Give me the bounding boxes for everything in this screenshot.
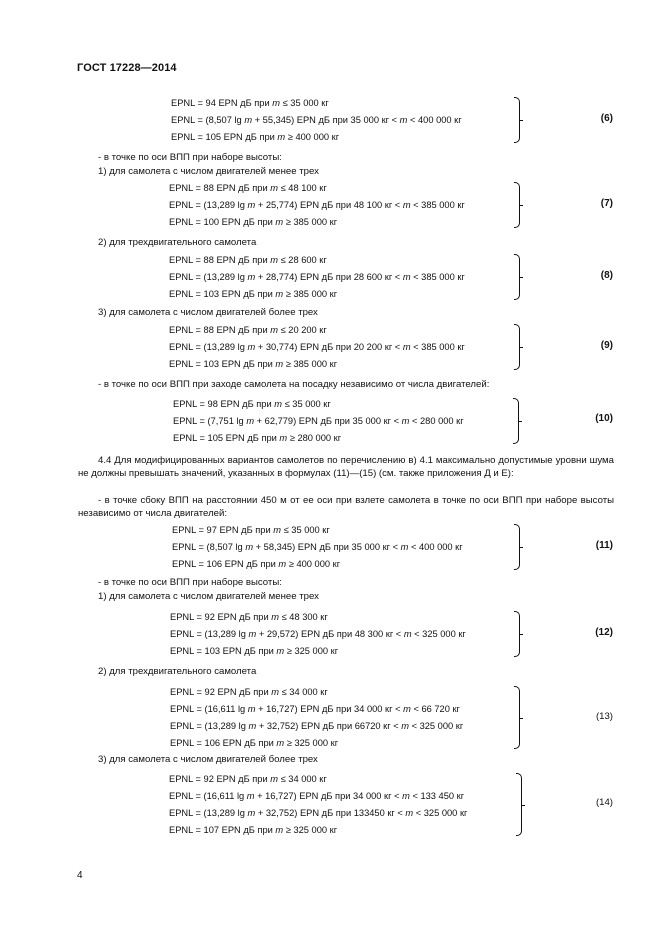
formula-line: EPNL = 103 EPN дБ при m ≥ 325 000 кг <box>170 646 339 656</box>
paragraph-4-4: 4.4 Для модифицированных вариантов самолетов по перечислению в) 4.1 максимально допустимые уровни шума не должны превышать значений, указанных в формулах (11)—(15) (см. также приложения Д и Е): <box>78 455 614 479</box>
formula-line: EPNL = (16,611 lg m + 16,727) EPN дБ при 34 000 кг < m < 66 720 кг <box>170 704 460 714</box>
formula-brace <box>514 324 520 370</box>
paragraph: - в точке по оси ВПП при наборе высоты: <box>98 152 282 163</box>
formula-line: EPNL = 92 EPN дБ при m ≤ 48 300 кг <box>170 612 328 622</box>
formula-line: EPNL = (13,289 lg m + 25,774) EPN дБ при 48 100 кг < m < 385 000 кг <box>169 200 465 210</box>
formula-line: EPNL = 88 EPN дБ при m ≤ 28 600 кг <box>169 255 327 265</box>
formula-brace <box>516 773 522 836</box>
formula-line: EPNL = (16,611 lg m + 16,727) EPN дБ при 34 000 кг < m < 133 450 кг <box>169 791 465 801</box>
paragraph: 2) для трехдвигательного самолета <box>98 666 257 677</box>
formula-number-9: (9) <box>600 340 613 351</box>
paragraph: 1) для самолета с числом двигателей менее трех <box>98 166 319 177</box>
formula-number-12: (12) <box>595 627 613 638</box>
formula-line: EPNL = (13,289 lg m + 32,752) EPN дБ при 133450 кг < m < 325 000 кг <box>169 808 468 818</box>
formula-number-8: (8) <box>600 270 613 281</box>
formula-brace <box>514 611 520 657</box>
formula-brace <box>514 97 520 143</box>
paragraph: - в точке по оси ВПП при заходе самолета на посадку независимо от числа двигателей: <box>98 379 490 390</box>
formula-line: EPNL = (13,289 lg m + 30,774) EPN дБ при 20 200 кг < m < 385 000 кг <box>169 342 465 352</box>
formula-line: EPNL = 97 EPN дБ при m ≤ 35 000 кг <box>172 525 330 535</box>
formula-number-14: (14) <box>595 797 613 808</box>
formula-brace <box>514 524 520 570</box>
formula-number-11: (11) <box>595 540 613 551</box>
formula-brace <box>514 254 520 300</box>
formula-line: EPNL = 98 EPN дБ при m ≤ 35 000 кг <box>173 399 331 409</box>
formula-line: EPNL = 103 EPN дБ при m ≥ 385 000 кг <box>169 359 338 369</box>
formula-number-10: (10) <box>595 413 613 424</box>
paragraph: 2) для трехдвигательного самолета <box>98 237 257 248</box>
paragraph: 1) для самолета с числом двигателей менее трех <box>98 591 319 602</box>
formula-line: EPNL = 103 EPN дБ при m ≥ 385 000 кг <box>169 289 338 299</box>
formula-line: EPNL = 105 EPN дБ при m ≥ 280 000 кг <box>173 433 342 443</box>
paragraph: 3) для самолета с числом двигателей более трех <box>98 754 318 765</box>
formula-line: EPNL = 92 EPN дБ при m ≤ 34 000 кг <box>169 774 327 784</box>
formula-line: EPNL = 94 EPN дБ при m ≤ 35 000 кг <box>171 98 329 108</box>
formula-line: EPNL = (13,289 lg m + 29,572) EPN дБ при 48 300 кг < m < 325 000 кг <box>170 629 466 639</box>
paragraph: - в точке по оси ВПП при наборе высоты: <box>98 577 282 588</box>
formula-line: EPNL = 106 EPN дБ при m ≥ 400 000 кг <box>172 559 341 569</box>
paragraph: - в точке сбоку ВПП на расстоянии 450 м от ее оси при взлете самолета в точке по оси ВПП при наборе высоты независимо от числа двигателей: <box>78 495 614 519</box>
formula-number-6: (6) <box>600 113 613 124</box>
formula-line: EPNL = 88 EPN дБ при m ≤ 20 200 кг <box>169 325 327 335</box>
page-number: 4 <box>77 870 83 881</box>
formula-brace <box>514 182 520 228</box>
formula-brace <box>514 686 520 749</box>
formula-line: EPNL = (7,751 lg m + 62,779) EPN дБ при 35 000 кг < m < 280 000 кг <box>173 416 464 426</box>
formula-line: EPNL = 100 EPN дБ при m ≥ 385 000 кг <box>169 217 338 227</box>
formula-line: EPNL = (8,507 lg m + 58,345) EPN дБ при 35 000 кг < m < 400 000 кг <box>172 542 463 552</box>
formula-line: EPNL = 107 EPN дБ при m ≥ 325 000 кг <box>169 825 338 835</box>
formula-line: EPNL = 92 EPN дБ при m ≤ 34 000 кг <box>170 687 328 697</box>
formula-number-13: (13) <box>595 711 613 722</box>
document-header: ГОСТ 17228—2014 <box>77 62 177 74</box>
formula-line: EPNL = (13,289 lg m + 32,752) EPN дБ при 66720 кг < m < 325 000 кг <box>170 721 464 731</box>
formula-brace <box>513 398 519 444</box>
formula-line: EPNL = 105 EPN дБ при m ≥ 400 000 кг <box>171 132 340 142</box>
paragraph: 3) для самолета с числом двигателей более трех <box>98 307 318 318</box>
formula-line: EPNL = (13,289 lg m + 28,774) EPN дБ при 28 600 кг < m < 385 000 кг <box>169 272 465 282</box>
formula-number-7: (7) <box>600 198 613 209</box>
formula-line: EPNL = 106 EPN дБ при m ≥ 325 000 кг <box>170 738 339 748</box>
formula-line: EPNL = 88 EPN дБ при m ≤ 48 100 кг <box>169 183 327 193</box>
formula-line: EPNL = (8,507 lg m + 55,345) EPN дБ при 35 000 кг < m < 400 000 кг <box>171 115 462 125</box>
